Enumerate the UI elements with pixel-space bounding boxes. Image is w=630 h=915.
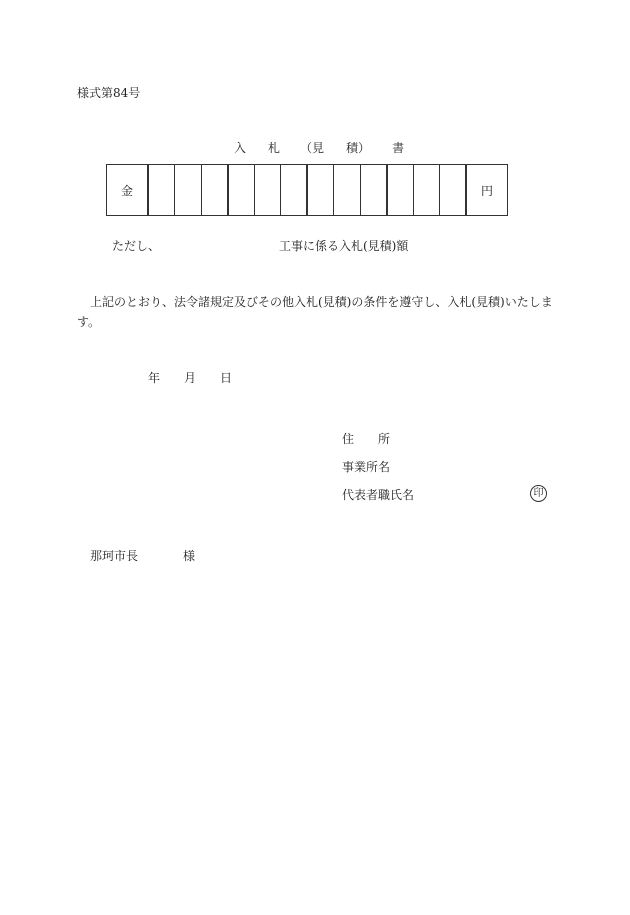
addressee-honorific: 様 (183, 549, 196, 563)
title-char-5: 書 (392, 141, 405, 155)
title-char-3: （見 (300, 141, 325, 155)
amount-digit-cell[interactable] (440, 165, 467, 216)
office-name-label: 事業所名 (342, 460, 391, 474)
amount-digit-cell[interactable] (201, 165, 228, 216)
amount-digit-cell[interactable] (281, 165, 308, 216)
statement-line-1: 上記のとおり、法令諸規定及びその他入札(見積)の条件を遵守し、入札(見積)いたしま (90, 295, 553, 309)
date-day-label: 日 (220, 371, 233, 385)
amount-digit-cell[interactable] (254, 165, 281, 216)
amount-digit-cell[interactable] (413, 165, 440, 216)
amount-prefix: 金 (107, 165, 149, 216)
document-title (234, 142, 404, 154)
address-label: 住 所 (342, 432, 391, 446)
tadashi-label: ただし、 (112, 239, 161, 253)
amount-digit-cell[interactable] (334, 165, 361, 216)
construction-amount-label: 工事に係る入札(見積)額 (279, 239, 409, 253)
title-char-2: 札 (268, 141, 281, 155)
amount-digit-cell[interactable] (307, 165, 334, 216)
amount-digit-cell[interactable] (228, 165, 255, 216)
amount-suffix: 円 (466, 165, 508, 216)
amount-digit-cell[interactable] (175, 165, 202, 216)
title-char-4: 積） (346, 141, 371, 155)
amount-digit-cell[interactable] (387, 165, 414, 216)
addressee-name: 那珂市長 (90, 549, 139, 563)
representative-label: 代表者職氏名 (342, 488, 415, 502)
amount-digit-cell[interactable] (360, 165, 387, 216)
title-char-1: 入 (234, 141, 247, 155)
amount-digit-cell[interactable] (148, 165, 175, 216)
seal-icon: 印 (530, 485, 547, 502)
form-number: 様式第84号 (77, 86, 141, 100)
date-year-label: 年 (148, 371, 161, 385)
date-month-label: 月 (184, 371, 197, 385)
statement-line-2: す。 (77, 315, 101, 329)
amount-table (106, 164, 508, 216)
